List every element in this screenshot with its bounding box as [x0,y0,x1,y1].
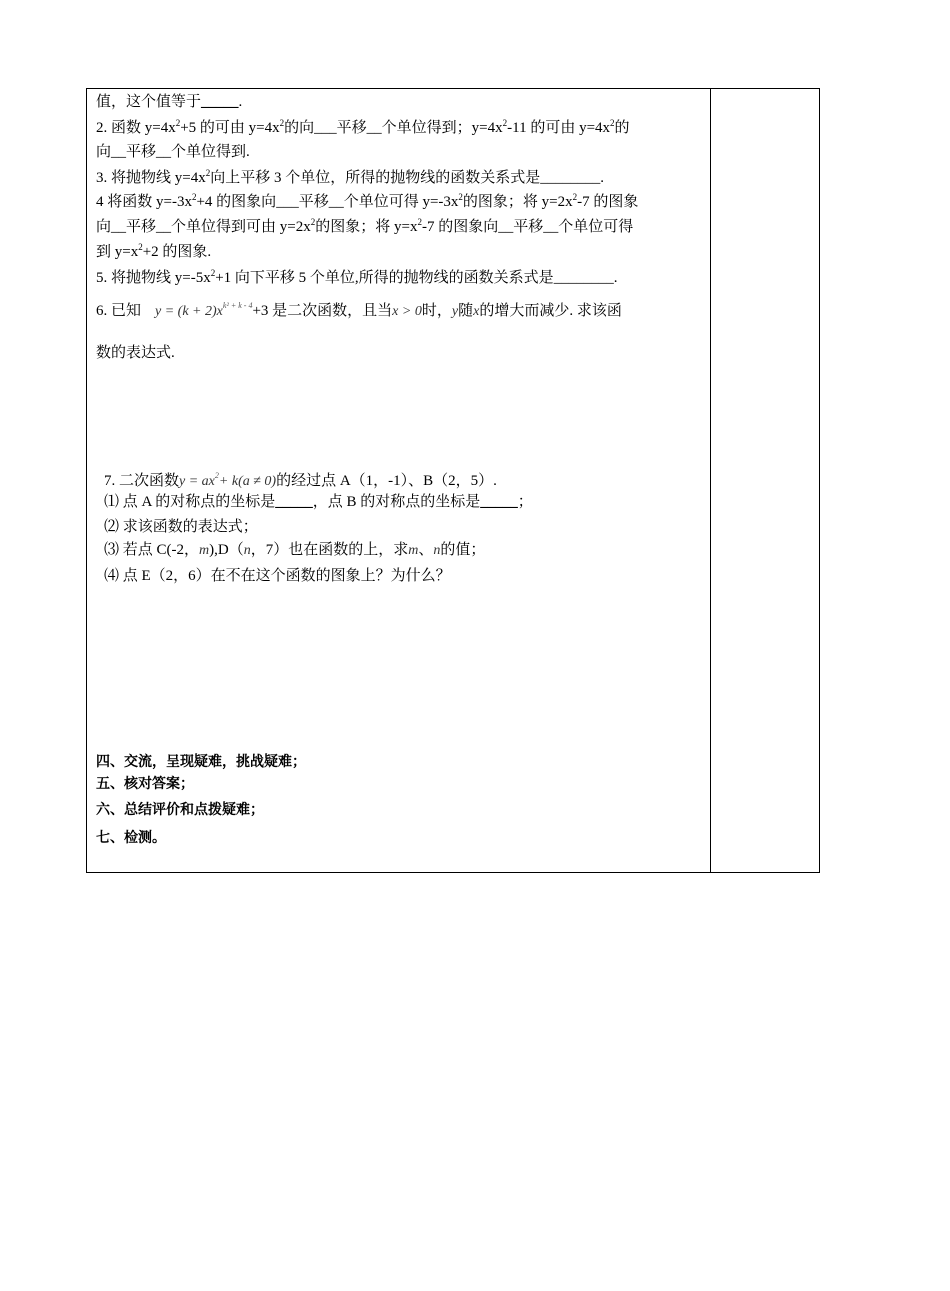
q4-line2: 向__平移__个单位得到可由 $y=2x^2$的图象；将 $y=x^2-7$ 的图象向__平移__个单位可得 [96,217,634,235]
q5-line: 5. 将抛物线 $y=-5x^2+1$ 向下平移 5 个单位,所得的抛物线的函数关系式是________. [96,268,618,286]
section-four: 四、交流，呈现疑难，挑战疑难； [96,754,306,770]
q7-part2: ⑵ 求该函数的表达式； [104,519,258,535]
section-seven: 七、检测。 [96,830,166,846]
q1-tail: 值，这个值等于_____. [96,94,243,110]
q2-line2: 向__平移__个单位得到. [96,144,250,160]
q7-part4: ⑷ 点 E（2，6）在不在这个函数的图象上？为什么？ [104,568,451,584]
q4-line1: 4 将函数 $y=-3x^2+4$ 的图象向___平移__个单位可得 $y=-3x^2$的图象；将 $y=2x^2-7$ 的图象 [96,192,639,210]
q6-formula: y = (k + 2)x [155,304,223,319]
q6-line2: 数的表达式. [96,345,175,361]
q6-condition: x > 0 [392,304,422,319]
column-divider [710,88,711,873]
section-five: 五、核对答案； [96,776,194,792]
q3-line: 3. 将抛物线 $y=4x^2$向上平移 3 个单位，所得的抛物线的函数关系式是________. [96,168,604,186]
q7-head: 7. 二次函数$y = ax^2+ k(a \ne 0)$的经过点 A（1，-1）、B（2，5）. [104,471,497,489]
q7-part3: ⑶ 若点 C(-2，m),D（n，7）也在函数的上，求m、n的值； [104,542,486,558]
q6-line1: 6. 已知 $y = (k + 2)x^{k^2 + k - 4}+3$ 是二次函数，且当x > 0时，y随x的增大而减少. 求该函 [96,301,622,319]
section-six: 六、总结评价和点拨疑难； [96,802,264,818]
q4-line3: 到 $y=x^2+2$ 的图象. [96,242,212,260]
q2-line1: 2. 函数 $y=4x^2+5$ 的可由 $y=4x^2$的向___平移__个单位得到；$y=4x^2-11$ 的可由 $y=4x^2$的 [96,118,630,136]
q7-part1: ⑴ 点 A 的对称点的坐标是_____，点 B 的对称点的坐标是_____； [104,494,533,510]
